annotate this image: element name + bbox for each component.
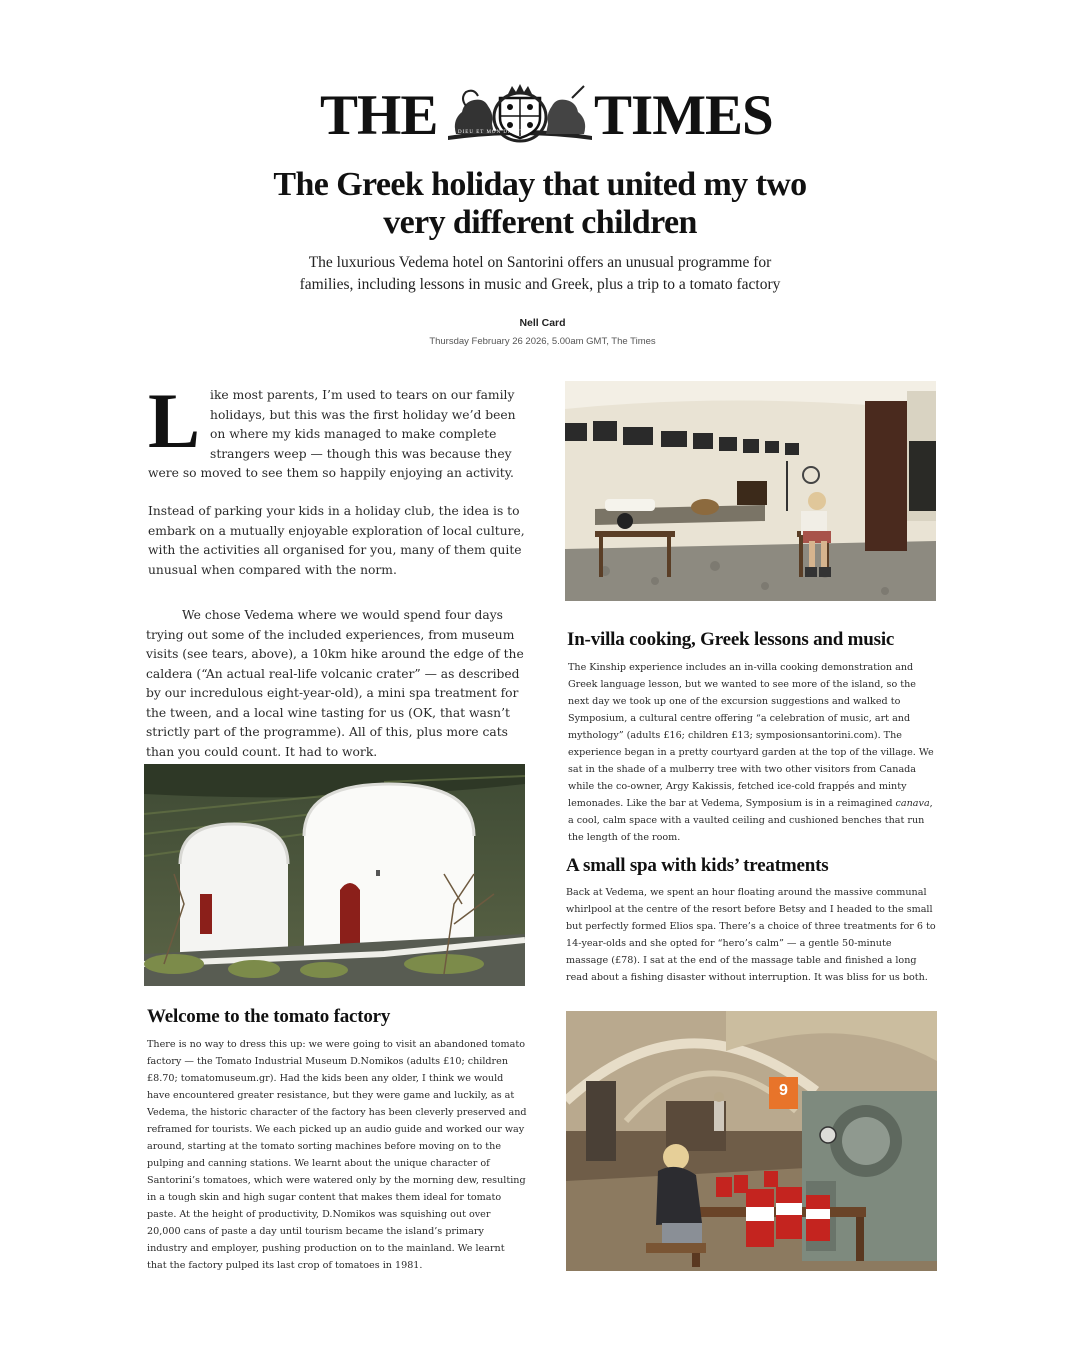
photo-museum-room bbox=[565, 381, 936, 601]
photo-white-villas bbox=[144, 764, 525, 986]
villa-italic-word: canava bbox=[895, 798, 930, 809]
villa-text-part2: , a cool, calm space with a vaulted ceiling and cushioned benches that run the length of the room. bbox=[568, 798, 933, 843]
dateline: Thursday February 26 2026, 5.00am GMT, The Times bbox=[429, 336, 656, 347]
tomato-factory-text: There is no way to dress this up: we were going to visit an abandoned tomato factory — the Tomato Industrial Museum D.Nomikos (adults £10; children £8.70; tomatomuseum.gr). Had the kids been any older, I think we would have encountered greater resistance, but they were game and luckily, as at Vedema, the historic character of the factory has been cleverly preserved and reframed for tourists. We each picked up an audio guide and worked our way around, starting at the tomato sorting machines before moving on to the pulping and canning stations. We learnt about the unique character of Santorini’s tomatoes, which were watered only by the morning dew, resulting in a tough skin and high sugar content that makes them ideal for tomato paste. At the height of productivity, D.Nomikos was squishing out over 20,000 cans of paste a day until tourism became the island’s primary industry and employer, pushing production on to the mainland. We learnt that the factory pulped its last crop of tomatoes in 1981. bbox=[147, 1039, 527, 1271]
author-byline[interactable]: Nell Card bbox=[519, 317, 566, 329]
heading-tomato-factory: Welcome to the tomato factory bbox=[147, 1006, 391, 1027]
royal-crest-icon bbox=[444, 84, 596, 144]
heading-villa-cooking: In-villa cooking, Greek lessons and music bbox=[567, 629, 895, 650]
villa-text-part1: The Kinship experience includes an in-villa cooking demonstration and Greek language lesson, but we wanted to see more of the island, so the next day we took up one of the excursion suggestions and walked to Symposium, a cultural centre offering “a celebration of music, art and mythology” (adults £16; children £13; symposionsantorini.com). The experience began in a pretty courtyard garden at the top of the village. We sat in the shade of a mulberry tree with two other visitors from Canada while the co-owner, Argy Kakissis, fetched ice-cold frappés and minty lemonades. Like the bar at Vedema, Symposium is in a reimagined bbox=[568, 662, 934, 809]
drop-cap: L bbox=[148, 377, 201, 464]
headline: The Greek holiday that united my two very different children bbox=[273, 166, 807, 241]
spa-text: Back at Vedema, we spent an hour floating around the massive communal whirlpool at the centre of the resort before Betsy and I headed to the small but perfectly formed Elios spa. There’s a choice of three treatments for 6 to 14-year-olds and she opted for “hero’s calm” — a gentle 50-minute massage (£78). I sat at the end of the massage table and finished a long read about a fishing disaster without interruption. It was bliss for us both. bbox=[566, 887, 936, 983]
paragraph-3: We chose Vedema where we would spend four days trying out some of the included experiences, from museum visits (see tears, above), a 10km hike around the edge of the caldera (“An actual real-life volcanic crater” — as described by our incredulous eight-year-old), a mini spa treatment for the tween, and a local wine tasting for us (OK, that wasn’t strictly part of the programme). All of this, plus more cats than you could count. It had to work. bbox=[146, 608, 524, 759]
standfirst: The luxurious Vedema hotel on Santorini offers an unusual programme for families, including lessons in music and Greek, plus a trip to a tomato factory bbox=[299, 254, 781, 293]
crest-motto: DIEU ET MON DROIT bbox=[458, 130, 524, 135]
photo-tomato-factory bbox=[566, 1011, 937, 1271]
heading-spa: A small spa with kids’ treatments bbox=[566, 855, 829, 876]
masthead-times: TIMES bbox=[594, 84, 773, 147]
intro-text: ike most parents, I’m used to tears on our family holidays, but this was the first holiday we’d been on where my kids managed to make complete strangers weep — though this was because they were so moved to see them so happily enjoying an activity. bbox=[148, 388, 516, 481]
villa-cooking-text bbox=[568, 659, 936, 846]
masthead bbox=[0, 82, 1080, 146]
exhibit-sign-number: 9 bbox=[779, 1082, 788, 1099]
masthead-the: THE bbox=[320, 84, 438, 147]
intro-paragraph bbox=[148, 377, 530, 484]
paragraph-2: Instead of parking your kids in a holiday club, the idea is to embark on a mutually enjoyable exploration of local culture, with the activities all organised for you, many of them quite unusual when compared with the norm. bbox=[148, 504, 525, 577]
